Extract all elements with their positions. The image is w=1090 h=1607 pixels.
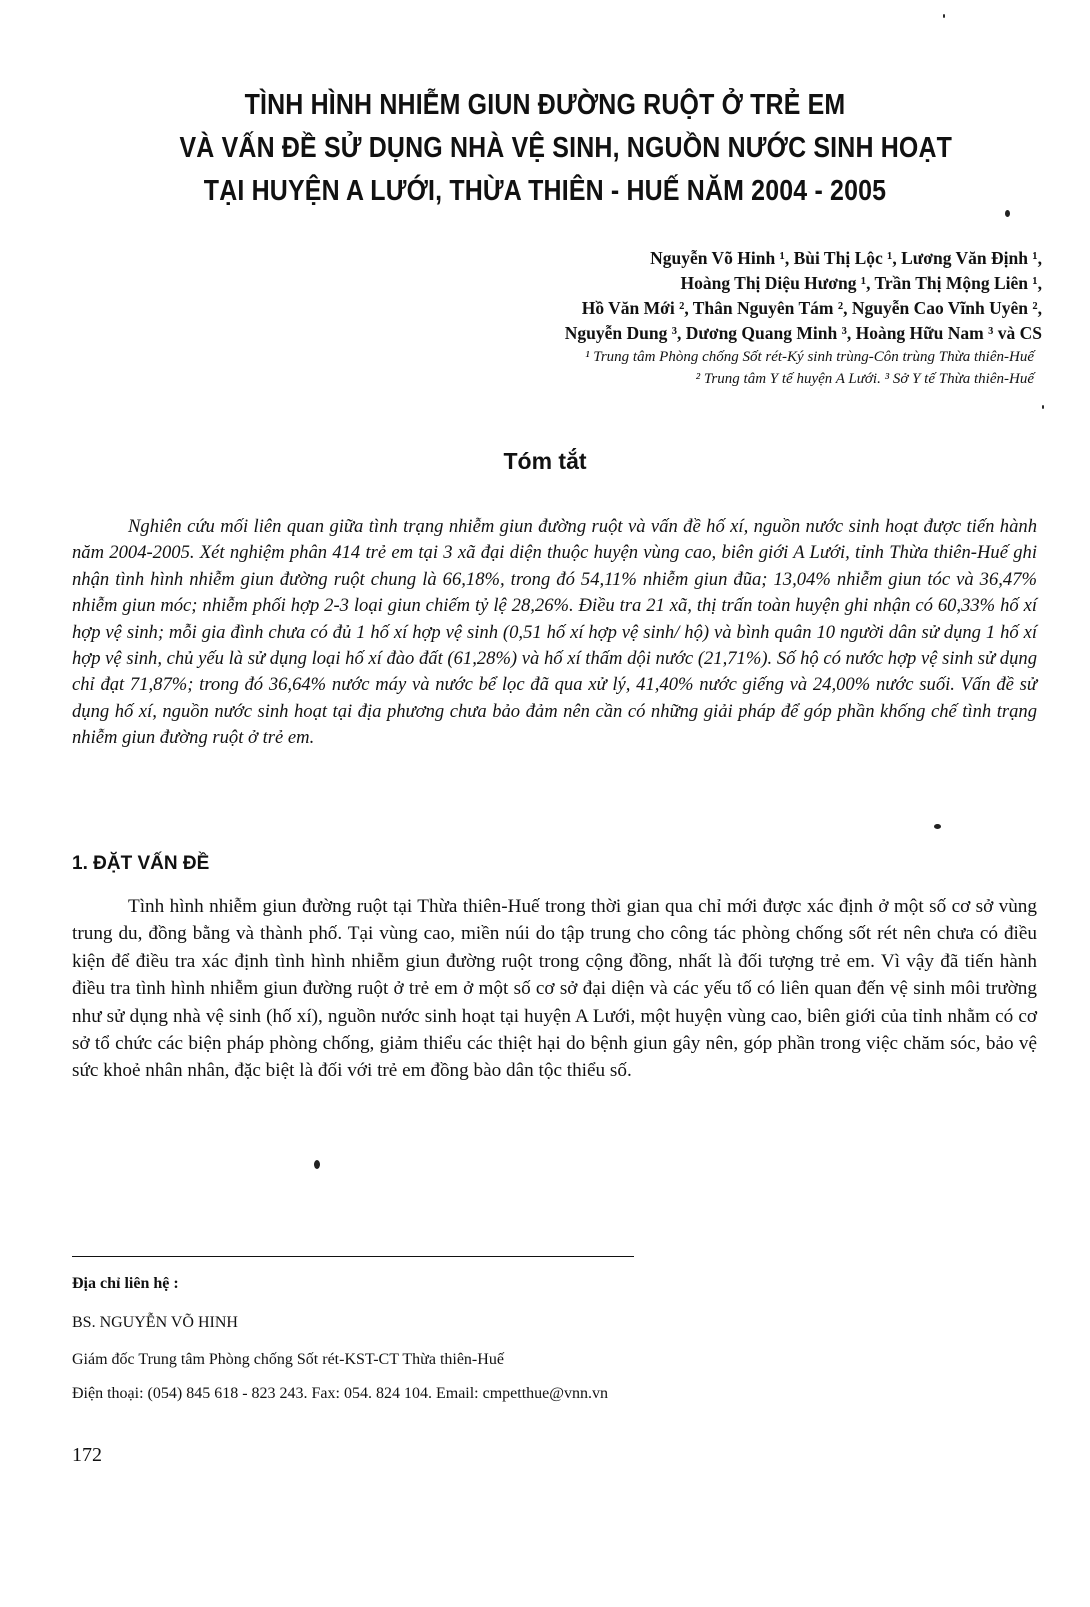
author-line-4: Nguyễn Dung ³, Dương Quang Minh ³, Hoàng Hữu Nam ³ và CS [564,323,1042,343]
author-line-1: Nguyễn Võ Hinh ¹, Bùi Thị Lộc ¹, Lương Văn Định ¹, [650,248,1042,268]
title-line-2: VÀ VẤN ĐỀ SỬ DỤNG NHÀ VỆ SINH, NGUỒN NƯỚC SINH HOẠT [179,132,953,164]
affiliation-line-2: ² Trung tâm Y tế huyện A Lưới. ³ Sở Y tế Thừa thiên-Huế [695,371,1034,387]
author-line-2: Hoàng Thị Diệu Hương ¹, Trần Thị Mộng Liên ¹, [680,273,1042,293]
contact-position: Giám đốc Trung tâm Phòng chống Sốt rét-KST-CT Thừa thiên-Huế [72,1351,504,1368]
title-line-1: TÌNH HÌNH NHIỄM GIUN ĐƯỜNG RUỘT Ở TRẺ EM [244,89,846,121]
scan-speck [934,824,941,829]
title-line-3: TẠI HUYỆN A LƯỚI, THỪA THIÊN - HUẾ NĂM 2004 - 2005 [203,175,887,207]
abstract-heading: Tóm tắt [503,448,587,474]
contact-heading: Địa chỉ liên hệ : [72,1275,179,1292]
page-number: 172 [72,1444,102,1466]
contact-phone-email: Điện thoại: (054) 845 618 - 823 243. Fax: 054. 824 104. Email: cmpetthue@vnn.vn [72,1385,608,1402]
footnote-divider [72,1256,634,1257]
scan-speck [943,14,945,18]
author-list [342,246,1042,346]
scan-speck [1005,210,1010,217]
abstract-text: Nghiên cứu mối liên quan giữa tình trạng nhiễm giun đường ruột và vấn đề hố xí, nguồn nước sinh hoạt được tiến hành năm 2004-2005. Xét nghiệm phân 414 trẻ em tại 3 xã đại diện thuộc huyện vùng cao, biên giới A Lưới, tỉnh Thừa thiên-Huế ghi nhận tình hình nhiễm giun đường ruột chung là 66,18%, trong đó 54,11% nhiễm giun đũa; 13,04% nhiễm giun tóc và 36,47% nhiễm giun móc; nhiễm phối hợp 2-3 loại giun chiếm tỷ lệ 28,26%. Điều tra 21 xã, thị trấn toàn huyện ghi nhận có 60,33% hố xí hợp vệ sinh; mỗi gia đình chưa có đủ 1 hố xí hợp vệ sinh (0,51 hố xí hợp vệ sinh/ hộ) và bình quân 10 người dân sử dụng 1 hố xí hợp vệ sinh, chủ yếu là sử dụng loại hố xí đào đất (61,28%) và hố xí thấm dội nước (21,71%). Số hộ có nước hợp vệ sinh sử dụng chỉ đạt 71,87%; trong đó 36,64% nước máy và nước bể lọc đã qua xử lý, 41,40% nước giếng và 24,00% nước suối. Vấn đề sử dụng hố xí, nguồn nước sinh hoạt tại địa phương chưa bảo đảm nên cần có những giải pháp để góp phần khống chế tình trạng nhiễm giun đường ruột ở trẻ em. [72,516,1037,749]
contact-name: BS. NGUYỄN VÕ HINH [72,1314,238,1331]
scan-speck [1042,405,1044,409]
affiliations [334,346,1034,390]
author-line-3: Hồ Văn Mới ², Thân Nguyên Tám ², Nguyễn Cao Vĩnh Uyên ², [581,298,1042,318]
affiliation-line-1: ¹ Trung tâm Phòng chống Sốt rét-Ký sinh trùng-Côn trùng Thừa thiên-Huế [585,349,1034,365]
scan-speck [314,1160,320,1169]
section-1-heading: 1. ĐẶT VẤN ĐỀ [72,853,210,874]
paper-title [179,84,953,213]
section-1-text: Tình hình nhiễm giun đường ruột tại Thừa thiên-Huế trong thời gian qua chỉ mới được xác định ở một số cơ sở vùng trung du, đồng bằng và thành phố. Tại vùng cao, miền núi do tập trung cho công tác phòng chống sốt rét nên chưa có điều kiện để điều tra xác định tình hình nhiễm giun đường ruột trong cộng đồng, nhất là đối tượng trẻ em. Vì vậy đã tiến hành điều tra tình hình nhiễm giun đường ruột ở trẻ em ở một số cơ sở đại diện và các yếu tố có liên quan đến vệ sinh môi trường như sử dụng nhà vệ sinh (hố xí), nguồn nước sinh hoạt tại huyện A Lưới, một huyện vùng cao, biên giới của tỉnh nhằm có cơ sở tổ chức các biện pháp phòng chống, giảm thiểu các thiệt hại do bệnh giun gây nên, góp phần trong việc chăm sóc, bảo vệ sức khoẻ nhân nhân, đặc biệt là đối với trẻ em đồng bào dân tộc thiểu số. [72,896,1037,1082]
